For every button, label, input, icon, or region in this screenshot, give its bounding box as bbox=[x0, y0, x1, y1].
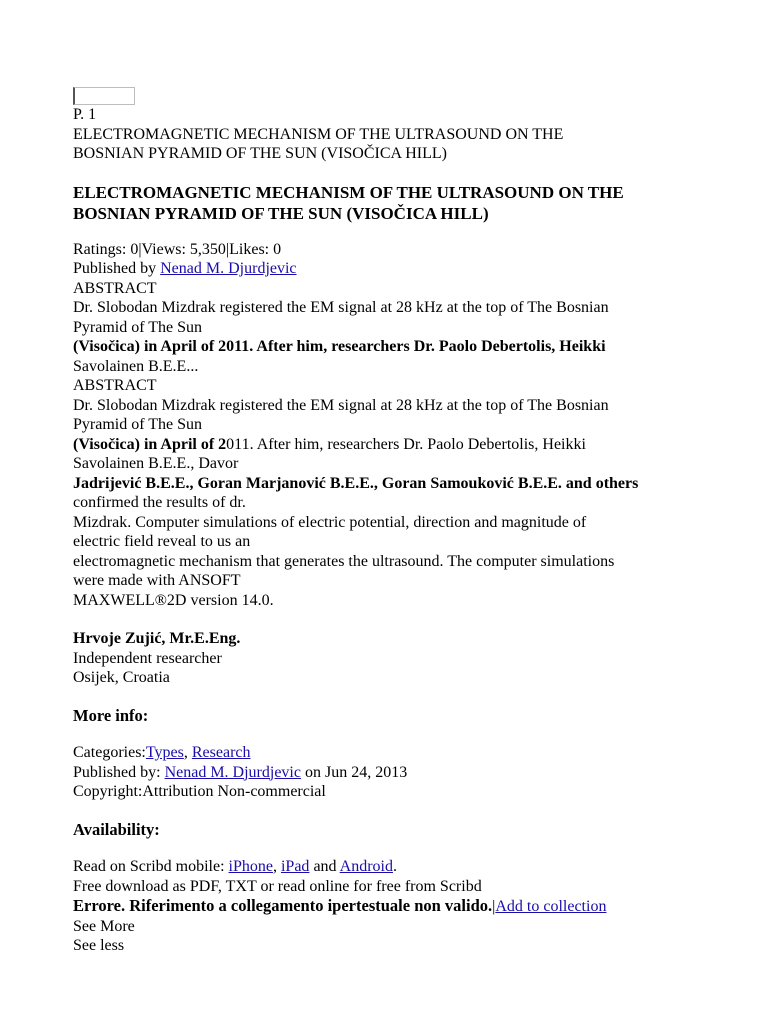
see-more-button[interactable]: See More bbox=[73, 917, 135, 935]
publish-date: on Jun 24, 2013 bbox=[300, 763, 408, 781]
publisher-link[interactable]: Nenad M. Djurdjevic bbox=[164, 763, 301, 781]
read-on-label: Read on Scribd mobile: bbox=[73, 858, 229, 875]
likes: Likes: 0 bbox=[229, 240, 282, 258]
category-research-link[interactable]: Research bbox=[191, 744, 251, 761]
views: Views: 5,350 bbox=[141, 240, 226, 258]
author-link[interactable]: Nenad M. Djurdjevic bbox=[160, 260, 297, 277]
iphone-link[interactable]: iPhone bbox=[228, 858, 273, 875]
sep: , bbox=[272, 858, 281, 875]
summary-line: Savolainen B.E.E... bbox=[73, 357, 199, 375]
abstract-line: MAXWELL®2D version 14.0. bbox=[73, 591, 274, 609]
availability-heading: Availability: bbox=[73, 819, 160, 839]
abstract-line: electromagnetic mechanism that generates the ultrasound. The computer simulations bbox=[73, 552, 615, 570]
stats-sep: | bbox=[138, 240, 142, 258]
summary-abstract-label: ABSTRACT bbox=[73, 279, 157, 297]
abstract-fragment: (Visočica) in April of 2 bbox=[73, 435, 227, 453]
copyright: Copyright:Attribution Non-commercial bbox=[73, 783, 326, 800]
published-by-label: Published by bbox=[73, 260, 161, 277]
more-info-heading: More info: bbox=[73, 705, 149, 725]
published-label: Published by: bbox=[73, 763, 165, 781]
category-sep: , bbox=[183, 744, 192, 761]
spacer bbox=[73, 610, 693, 629]
title-line-1: ELECTROMAGNETIC MECHANISM OF THE ULTRASOUND ON THE bbox=[73, 125, 564, 143]
abstract-line: Savolainen B.E.E., Davor bbox=[73, 455, 239, 472]
author-role: Independent researcher bbox=[73, 649, 222, 667]
categories bbox=[73, 743, 693, 763]
read-on-mobile bbox=[73, 857, 693, 877]
add-to-collection-link[interactable]: Add to collection bbox=[495, 898, 607, 915]
and-text: and bbox=[309, 858, 340, 875]
abstract-line: electric field reveal to us an bbox=[73, 533, 251, 550]
heading-line-1: ELECTROMAGNETIC MECHANISM OF THE ULTRASOUND ON THE bbox=[73, 182, 624, 202]
document-heading bbox=[73, 182, 693, 224]
ratings: Ratings: 0 bbox=[73, 240, 139, 258]
page-label: P. 1 bbox=[73, 106, 97, 123]
download-info: Free download as PDF, TXT or read online for free from Scribd bbox=[73, 877, 482, 895]
author-location: Osijek, Croatia bbox=[73, 669, 170, 686]
abstract-label: ABSTRACT bbox=[73, 377, 157, 394]
abstract-line: Mizdrak. Computer simulations of electric potential, direction and magnitude of bbox=[73, 513, 587, 531]
summary-line: (Visočica) in April of 2011. After him, researchers Dr. Paolo Debertolis, Heikki bbox=[73, 338, 606, 355]
heading-line-2: BOSNIAN PYRAMID OF THE SUN (VISOČICA HILL) bbox=[73, 203, 489, 223]
summary-line: Dr. Slobodan Mizdrak registered the EM signal at 28 kHz at the top of The Bosnian bbox=[73, 299, 609, 316]
categories-label: Categories: bbox=[73, 744, 146, 761]
abstract-line: Jadrijević B.E.E., Goran Marjanović B.E.E., Goran Samouković B.E.E. and others bbox=[73, 474, 639, 492]
published-info bbox=[73, 763, 693, 783]
error-message: Errore. Riferimento a collegamento ipertestuale non valido. bbox=[73, 896, 493, 915]
bar: | bbox=[492, 898, 496, 915]
abstract-line: Pyramid of The Sun bbox=[73, 416, 203, 433]
error-line bbox=[73, 896, 693, 917]
android-link[interactable]: Android bbox=[339, 858, 393, 875]
ipad-link[interactable]: iPad bbox=[280, 858, 310, 875]
abstract-line: confirmed the results of dr. bbox=[73, 494, 246, 511]
period: . bbox=[392, 858, 397, 875]
abstract-line: were made with ANSOFT bbox=[73, 572, 241, 589]
author-name: Hrvoje Zujić, Mr.E.Eng. bbox=[73, 630, 241, 647]
stats-line bbox=[73, 240, 693, 260]
stats-sep: | bbox=[225, 240, 230, 258]
abstract-fragment: 011. After him, researchers Dr. Paolo Debertolis, Heikki bbox=[226, 435, 586, 453]
title-line-2: BOSNIAN PYRAMID OF THE SUN (VISOČICA HILL) bbox=[73, 145, 447, 162]
published-by bbox=[73, 259, 693, 279]
page-number-input[interactable] bbox=[73, 87, 135, 105]
abstract-line bbox=[73, 435, 693, 455]
summary-line: Pyramid of The Sun bbox=[73, 318, 203, 336]
abstract-line: Dr. Slobodan Mizdrak registered the EM signal at 28 kHz at the top of The Bosnian bbox=[73, 396, 609, 414]
see-less-button[interactable]: See less bbox=[73, 937, 125, 954]
category-types-link[interactable]: Types bbox=[145, 744, 184, 761]
